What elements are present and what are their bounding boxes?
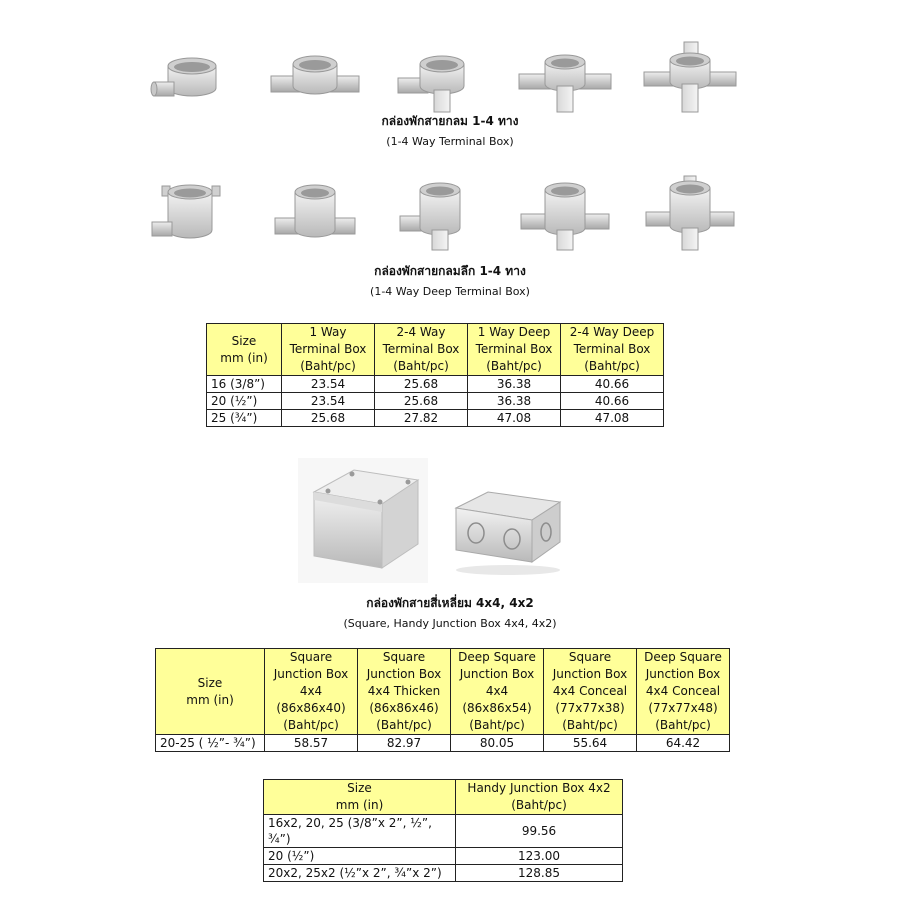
4-way-terminal-box-icon — [640, 36, 740, 116]
table-row — [207, 393, 664, 410]
terminal-box-caption-english: (1-4 Way Terminal Box) — [386, 135, 514, 148]
3-way-deep-terminal-box-icon — [515, 174, 615, 254]
junction-box-photo-group — [298, 458, 578, 588]
square-junction-box-caption-thai: กล่องพักสายสี่เหลี่ยม 4x4, 4x2 — [366, 596, 534, 610]
1-way-terminal-box-icon — [140, 36, 240, 116]
table-cell: 23.54 — [282, 393, 375, 410]
table-header-cell: 2-4 Way Terminal Box (Baht/pc) — [375, 324, 468, 376]
table-cell: 20 (½”) — [264, 848, 456, 865]
table-header-cell: Size mm (in) — [156, 649, 265, 735]
table-cell: 25.68 — [375, 376, 468, 393]
1-way-deep-terminal-box-icon — [140, 174, 240, 254]
square-junction-box-price-table — [155, 648, 730, 752]
table-cell: 47.08 — [468, 410, 561, 427]
table-cell: 25.68 — [375, 393, 468, 410]
table-cell: 40.66 — [561, 393, 664, 410]
table-cell: 58.57 — [265, 735, 358, 752]
table-cell: 123.00 — [456, 848, 623, 865]
terminal-box-caption-thai: กล่องพักสายกลม 1-4 ทาง — [381, 114, 519, 128]
handy-junction-box-price-table — [263, 779, 623, 882]
table-cell: 64.42 — [637, 735, 730, 752]
table-cell: 20 (½”) — [207, 393, 282, 410]
deep-terminal-box-caption-english: (1-4 Way Deep Terminal Box) — [370, 285, 530, 298]
table-cell: 23.54 — [282, 376, 375, 393]
table-header-cell: 1 Way Terminal Box (Baht/pc) — [282, 324, 375, 376]
2-way-angle-deep-terminal-box-icon — [390, 174, 490, 254]
table-header-row — [156, 649, 730, 735]
table-cell: 82.97 — [358, 735, 451, 752]
terminal-box-price-table — [206, 323, 664, 427]
table-cell: 20x2, 25x2 (½”x 2”, ¾”x 2”) — [264, 865, 456, 882]
table-header-cell: Deep Square Junction Box 4x4 (86x86x54) (Baht/pc) — [451, 649, 544, 735]
table-cell: 36.38 — [468, 376, 561, 393]
table-row — [207, 376, 664, 393]
2-way-straight-deep-terminal-box-icon — [265, 174, 365, 254]
table-header-cell: Square Junction Box 4x4 Conceal (77x77x38) (Baht/pc) — [544, 649, 637, 735]
table-cell: 55.64 — [544, 735, 637, 752]
deep-terminal-box-photo-row — [140, 174, 740, 254]
table-cell: 128.85 — [456, 865, 623, 882]
4-way-deep-terminal-box-icon — [640, 174, 740, 254]
2-way-angle-terminal-box-icon — [390, 36, 490, 116]
table-header-cell: Square Junction Box 4x4 Thicken (86x86x46) (Baht/pc) — [358, 649, 451, 735]
table-cell: 20-25 ( ½”- ¾”) — [156, 735, 265, 752]
table-cell: 47.08 — [561, 410, 664, 427]
table-row — [264, 865, 623, 882]
table-header-row — [264, 780, 623, 815]
terminal-box-caption — [0, 112, 900, 148]
table-cell: 99.56 — [456, 815, 623, 848]
table-cell: 80.05 — [451, 735, 544, 752]
table-row — [156, 735, 730, 752]
square-junction-box-icon — [298, 458, 428, 583]
table-cell: 16x2, 20, 25 (3/8”x 2”, ½”, ¾”) — [264, 815, 456, 848]
table-header-cell: Square Junction Box 4x4 (86x86x40) (Baht/pc) — [265, 649, 358, 735]
2-way-straight-terminal-box-icon — [265, 36, 365, 116]
table-cell: 27.82 — [375, 410, 468, 427]
handy-junction-box-icon — [448, 480, 568, 580]
deep-terminal-box-caption-thai: กล่องพักสายกลมลึก 1-4 ทาง — [374, 264, 526, 278]
table-header-cell: Size mm (in) — [264, 780, 456, 815]
table-cell: 25.68 — [282, 410, 375, 427]
table-header-cell: 2-4 Way Deep Terminal Box (Baht/pc) — [561, 324, 664, 376]
table-cell: 16 (3/8”) — [207, 376, 282, 393]
table-row — [207, 410, 664, 427]
3-way-terminal-box-icon — [515, 36, 615, 116]
table-cell: 36.38 — [468, 393, 561, 410]
table-header-cell: Handy Junction Box 4x2 (Baht/pc) — [456, 780, 623, 815]
deep-terminal-box-caption — [0, 262, 900, 298]
table-header-row — [207, 324, 664, 376]
table-cell: 40.66 — [561, 376, 664, 393]
table-cell: 25 (¾”) — [207, 410, 282, 427]
table-row — [264, 815, 623, 848]
table-header-cell: Size mm (in) — [207, 324, 282, 376]
terminal-box-photo-row — [140, 36, 740, 116]
square-junction-box-caption — [0, 594, 900, 630]
table-row — [264, 848, 623, 865]
table-header-cell: Deep Square Junction Box 4x4 Conceal (77x77x48) (Baht/pc) — [637, 649, 730, 735]
square-junction-box-caption-english: (Square, Handy Junction Box 4x4, 4x2) — [343, 617, 557, 630]
table-header-cell: 1 Way Deep Terminal Box (Baht/pc) — [468, 324, 561, 376]
